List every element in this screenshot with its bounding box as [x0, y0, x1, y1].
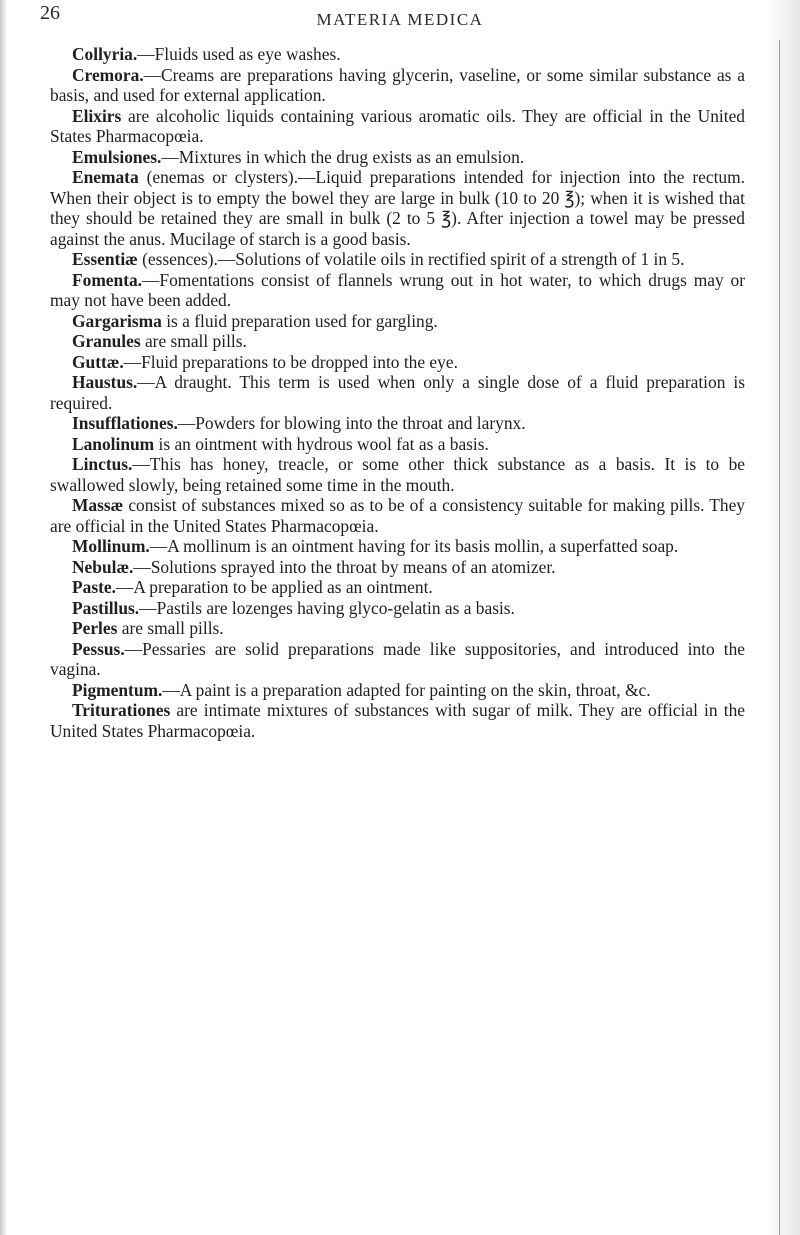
- entry-collyria: [50, 44, 745, 65]
- entry-text: is a fluid preparation used for gargling.: [161, 310, 438, 331]
- page-edge-shadow: [766, 0, 800, 1235]
- entry-term: Nebulæ.: [72, 556, 134, 577]
- entry-term: Paste.: [72, 577, 116, 597]
- entry-insufflationes: [50, 413, 745, 434]
- entry-text: —Fomentations consist of flannels wrung out in hot water, to which drugs may or may not have been added.: [50, 269, 745, 310]
- entry-text: —A paint is a preparation adapted for painting on the skin, throat, &c.: [162, 679, 651, 700]
- entry-term: Elixirs: [72, 105, 122, 126]
- entry-text: —Fluids used as eye washes.: [137, 44, 341, 64]
- entry-text: (essences).—Solutions of volatile oils in rectified spirit of a strength of 1 in 5.: [137, 249, 685, 269]
- page-edge-line: [779, 40, 780, 1235]
- entry-paste: [50, 577, 745, 598]
- entry-massae: [50, 495, 745, 536]
- entry-granules: [50, 331, 745, 352]
- entry-text: —A draught. This term is used when only a single dose of a fluid preparation is required.: [50, 372, 745, 413]
- entry-term: Emulsiones.: [72, 146, 162, 167]
- entry-guttae: [50, 352, 745, 373]
- entry-term: Perles: [72, 618, 118, 638]
- entry-term: Essentiæ: [72, 249, 138, 269]
- entry-text: —Mixtures in which the drug exists as an emulsion.: [161, 146, 525, 167]
- entry-term: Collyria.: [72, 44, 138, 64]
- entry-nebulae: [50, 557, 745, 578]
- entry-emulsiones: [50, 147, 745, 168]
- entry-text: —A mollinum is an ointment having for its basis mollin, a superfatted soap.: [149, 536, 679, 556]
- page-number: 26: [40, 2, 60, 24]
- entry-term: Cremora.: [72, 64, 144, 85]
- entry-term: Pessus.: [72, 638, 125, 659]
- entry-text: —A preparation to be applied as an ointment.: [115, 577, 433, 597]
- entry-text: are intimate mixtures of substances with sugar of milk. They are official in the United States Pharmacopœia.: [50, 700, 745, 741]
- entry-term: Pigmentum.: [72, 679, 163, 700]
- entry-text: —Powders for blowing into the throat and larynx.: [177, 413, 526, 433]
- entry-text: are small pills.: [140, 331, 247, 351]
- entry-perles: [50, 618, 745, 639]
- entry-pigmentum: [50, 680, 745, 701]
- entry-term: Linctus.: [72, 454, 133, 474]
- entry-term: Massæ: [72, 495, 124, 515]
- entry-haustus: [50, 372, 745, 413]
- entry-enemata: [50, 167, 745, 249]
- entry-text: —Pastils are lozenges having glyco-gelatin as a basis.: [139, 597, 515, 618]
- entry-cremora: [50, 65, 745, 106]
- entry-term: Insufflationes.: [72, 413, 178, 433]
- entry-text: —Fluid preparations to be dropped into the eye.: [123, 351, 458, 372]
- entry-list: [50, 44, 745, 741]
- entry-term: Granules: [72, 331, 141, 351]
- entry-term: Gargarisma: [72, 310, 162, 331]
- entry-term: Lanolinum: [72, 433, 155, 454]
- entry-term: Triturationes: [72, 700, 171, 720]
- entry-text: (enemas or clysters).—Liquid preparations intended for injection into the rectum. When their object is to empty the bowel they are large in bulk (10 to 20 ℥); when it is wished that they should be retained they are small in bulk (2 to 5 ℥). After injection a towel may be pressed against the anus. Mucilage of starch is a good basis.: [50, 167, 745, 249]
- entry-term: Guttæ.: [72, 351, 124, 372]
- entry-essentiae: [50, 249, 745, 270]
- page-binding-shadow: [0, 0, 6, 1235]
- entry-pessus: [50, 639, 745, 680]
- entry-term: Mollinum.: [72, 536, 150, 556]
- entry-term: Pastillus.: [72, 597, 140, 618]
- entry-lanolinum: [50, 434, 745, 455]
- entry-mollinum: [50, 536, 745, 557]
- entry-elixirs: [50, 106, 745, 147]
- entry-text: —Creams are preparations having glycerin, vaseline, or some similar substance as a basis, and used for external application.: [50, 64, 745, 105]
- entry-term: Haustus.: [72, 372, 138, 392]
- running-head: MATERIA MEDICA: [316, 10, 484, 29]
- entry-fomenta: [50, 270, 745, 311]
- entry-text: are small pills.: [117, 618, 224, 638]
- entry-text: are alcoholic liquids containing various aromatic oils. They are official in the United States Pharmacopœia.: [50, 105, 745, 146]
- entry-text: —Solutions sprayed into the throat by means of an atomizer.: [133, 556, 556, 577]
- entry-pastillus: [50, 598, 745, 619]
- entry-gargarisma: [50, 311, 745, 332]
- entry-text: is an ointment with hydrous wool fat as a basis.: [154, 433, 489, 454]
- entry-term: Enemata: [72, 167, 139, 187]
- entry-linctus: [50, 454, 745, 495]
- entry-text: —Pessaries are solid preparations made like suppositories, and introduced into the vagina.: [50, 638, 745, 679]
- entry-triturationes: [50, 700, 745, 741]
- entry-term: Fomenta.: [72, 269, 143, 290]
- entry-text: —This has honey, treacle, or some other thick substance as a basis. It is to be swallowed slowly, being retained some time in the mouth.: [50, 454, 745, 495]
- entry-text: consist of substances mixed so as to be of a consistency suitable for making pills. They are official in the United States Pharmacopœia.: [50, 495, 745, 536]
